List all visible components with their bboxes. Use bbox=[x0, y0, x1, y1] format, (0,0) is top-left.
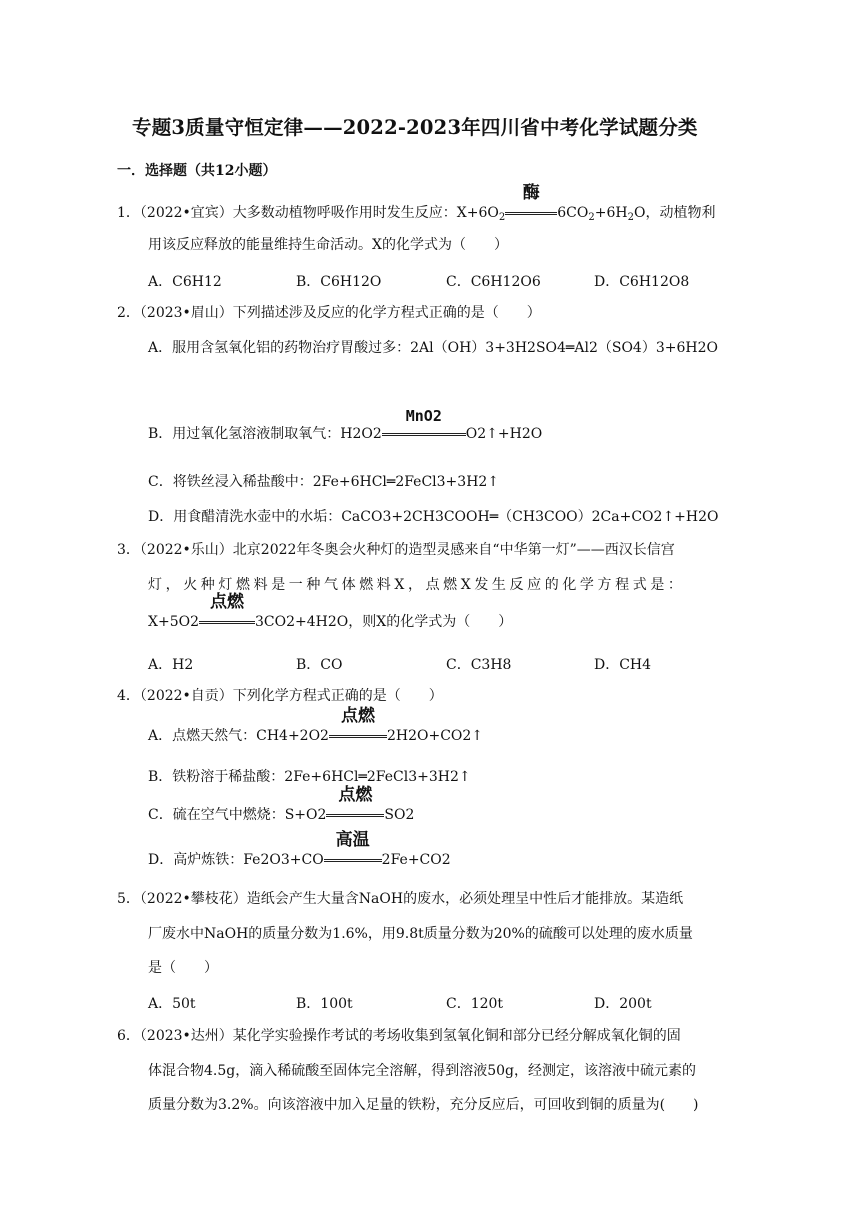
q4-option-c bbox=[148, 785, 415, 825]
q6-line2: 体混合物4.5g，滴入稀硫酸至固体完全溶解，得到溶液50g，经测定，该溶液中硫元素的 bbox=[148, 1063, 697, 1079]
q4-a-arrow bbox=[329, 706, 387, 746]
q2-option-d: D．用食醋清洗水壶中的水垢：CaCO3+2CH3COOH═（CH3COO）2Ca+CO2↑+H2O bbox=[148, 509, 719, 525]
q4-d-pre: D．高炉炼铁：Fe2O3+CO bbox=[148, 852, 324, 868]
q1-line1: 1．（2022•宜宾）大多数动植物呼吸作用时发生反应：$X+6O_2$ 酶 $6CO_2+6H_2O$，动植物利 bbox=[117, 183, 716, 223]
page-title: 专题3质量守恒定律——2022-2023年四川省中考化学试题分类 bbox=[132, 116, 698, 139]
q1-equation-arrow bbox=[505, 183, 557, 223]
q2-b-pre: B．用过氧化氢溶液制取氧气：H2O2 bbox=[148, 426, 382, 442]
q1-text-b: 6CO bbox=[557, 205, 589, 221]
q4-option-b: B．铁粉溶于稀盐酸：2Fe+6HCl═2FeCl3+3H2↑ bbox=[148, 769, 471, 785]
q2-stem: 2．（2023•眉山）下列描述涉及反应的化学方程式正确的是（ ） bbox=[117, 305, 541, 321]
q3-option-b: B．CO bbox=[296, 657, 343, 673]
q5-option-c: C．120t bbox=[446, 996, 504, 1012]
q4-d-arrow bbox=[324, 830, 382, 870]
q1-text-c: +6H bbox=[594, 205, 628, 221]
q4-d-post: 2Fe+CO2 bbox=[381, 852, 451, 868]
q5-line3: 是（ ） bbox=[148, 960, 218, 976]
q3-line1: 3．（2022•乐山）北京2022年冬奥会火种灯的造型灵感来自“中华第一灯”——西汉长信宫 bbox=[117, 542, 675, 558]
q4-c-pre: C．硫在空气中燃烧：S+O2 bbox=[148, 807, 327, 823]
q3-option-c: C．C3H8 bbox=[446, 657, 512, 673]
q6-line3: 质量分数为3.2%。向该溶液中加入足量的铁粉，充分反应后，可回收到铜的质量为( ) bbox=[148, 1097, 699, 1113]
q5-line1: 5．（2022•攀枝花）造纸会产生大量含NaOH的废水，必须处理呈中性后才能排放。某造纸 bbox=[117, 891, 684, 907]
q4-c-arrow bbox=[326, 785, 384, 825]
q2-b-post: O2↑+H2O bbox=[465, 426, 543, 442]
section-heading: 一．选择题（共12小题） bbox=[117, 163, 277, 179]
q6-line1: 6．（2023•达州）某化学实验操作考试的考场收集到氢氧化铜和部分已经分解成氧化铜的固 bbox=[117, 1028, 681, 1044]
q2-option-a: A．服用含氢氧化铝的药物治疗胃酸过多：2Al（OH）3+3H2SO4═Al2（SO4）3+6H2O bbox=[148, 340, 718, 356]
q1-option-c: C．C6H12O6 bbox=[446, 274, 541, 290]
q1-option-a: A．C6H12 bbox=[148, 274, 222, 290]
q3-line2: 灯，火种灯燃料是一种气体燃料X，点燃X发生反应的化学方程式是： bbox=[148, 577, 686, 593]
q4-d-condition: 高温 bbox=[335, 830, 370, 850]
q4-option-a bbox=[148, 706, 484, 746]
q1-line2: 用该反应释放的能量维持生命活动。X的化学式为（ ） bbox=[148, 237, 508, 253]
q2-b-arrow bbox=[382, 407, 466, 444]
q3-line3 bbox=[148, 592, 513, 632]
q3-pre: X+5O2 bbox=[148, 614, 199, 630]
q4-a-condition: 点燃 bbox=[340, 706, 375, 726]
q5-option-d: D．200t bbox=[594, 996, 652, 1012]
q3-option-d: D．CH4 bbox=[594, 657, 652, 673]
q1-text-a: 1．（2022•宜宾）大多数动植物呼吸作用时发生反应：X+6O bbox=[117, 205, 499, 221]
q5-option-a: A．50t bbox=[148, 996, 196, 1012]
q4-c-condition: 点燃 bbox=[338, 785, 373, 805]
q1-option-d: D．C6H12O8 bbox=[594, 274, 690, 290]
q4-c-post: SO2 bbox=[384, 807, 415, 823]
q3-arrow bbox=[199, 592, 255, 632]
q5-option-b: B．100t bbox=[296, 996, 353, 1012]
q3-condition: 点燃 bbox=[210, 592, 244, 612]
q3-option-a: A．H2 bbox=[148, 657, 194, 673]
q2-option-c: C．将铁丝浸入稀盐酸中：2Fe+6HCl═2FeCl3+3H2↑ bbox=[148, 474, 500, 490]
q1-option-b: B．C6H12O bbox=[296, 274, 382, 290]
q2-option-b bbox=[148, 407, 543, 444]
q3-post: 3CO2+4H2O，则X的化学式为（ ） bbox=[255, 614, 513, 630]
q4-stem: 4．（2022•自贡）下列化学方程式正确的是（ ） bbox=[117, 688, 443, 704]
q4-option-d bbox=[148, 830, 451, 870]
q1-text-d: O，动植物利 bbox=[633, 205, 716, 221]
q5-line2: 厂废水中NaOH的质量分数为1.6%，用9.8t质量分数为20%的硫酸可以处理的废水质量 bbox=[148, 926, 693, 942]
q4-a-pre: A．点燃天然气：CH4+2O2 bbox=[148, 728, 329, 744]
q2-b-condition: MnO2 bbox=[405, 407, 442, 425]
q1-condition: 酶 bbox=[522, 183, 540, 203]
q4-a-post: 2H2O+CO2↑ bbox=[386, 728, 484, 744]
